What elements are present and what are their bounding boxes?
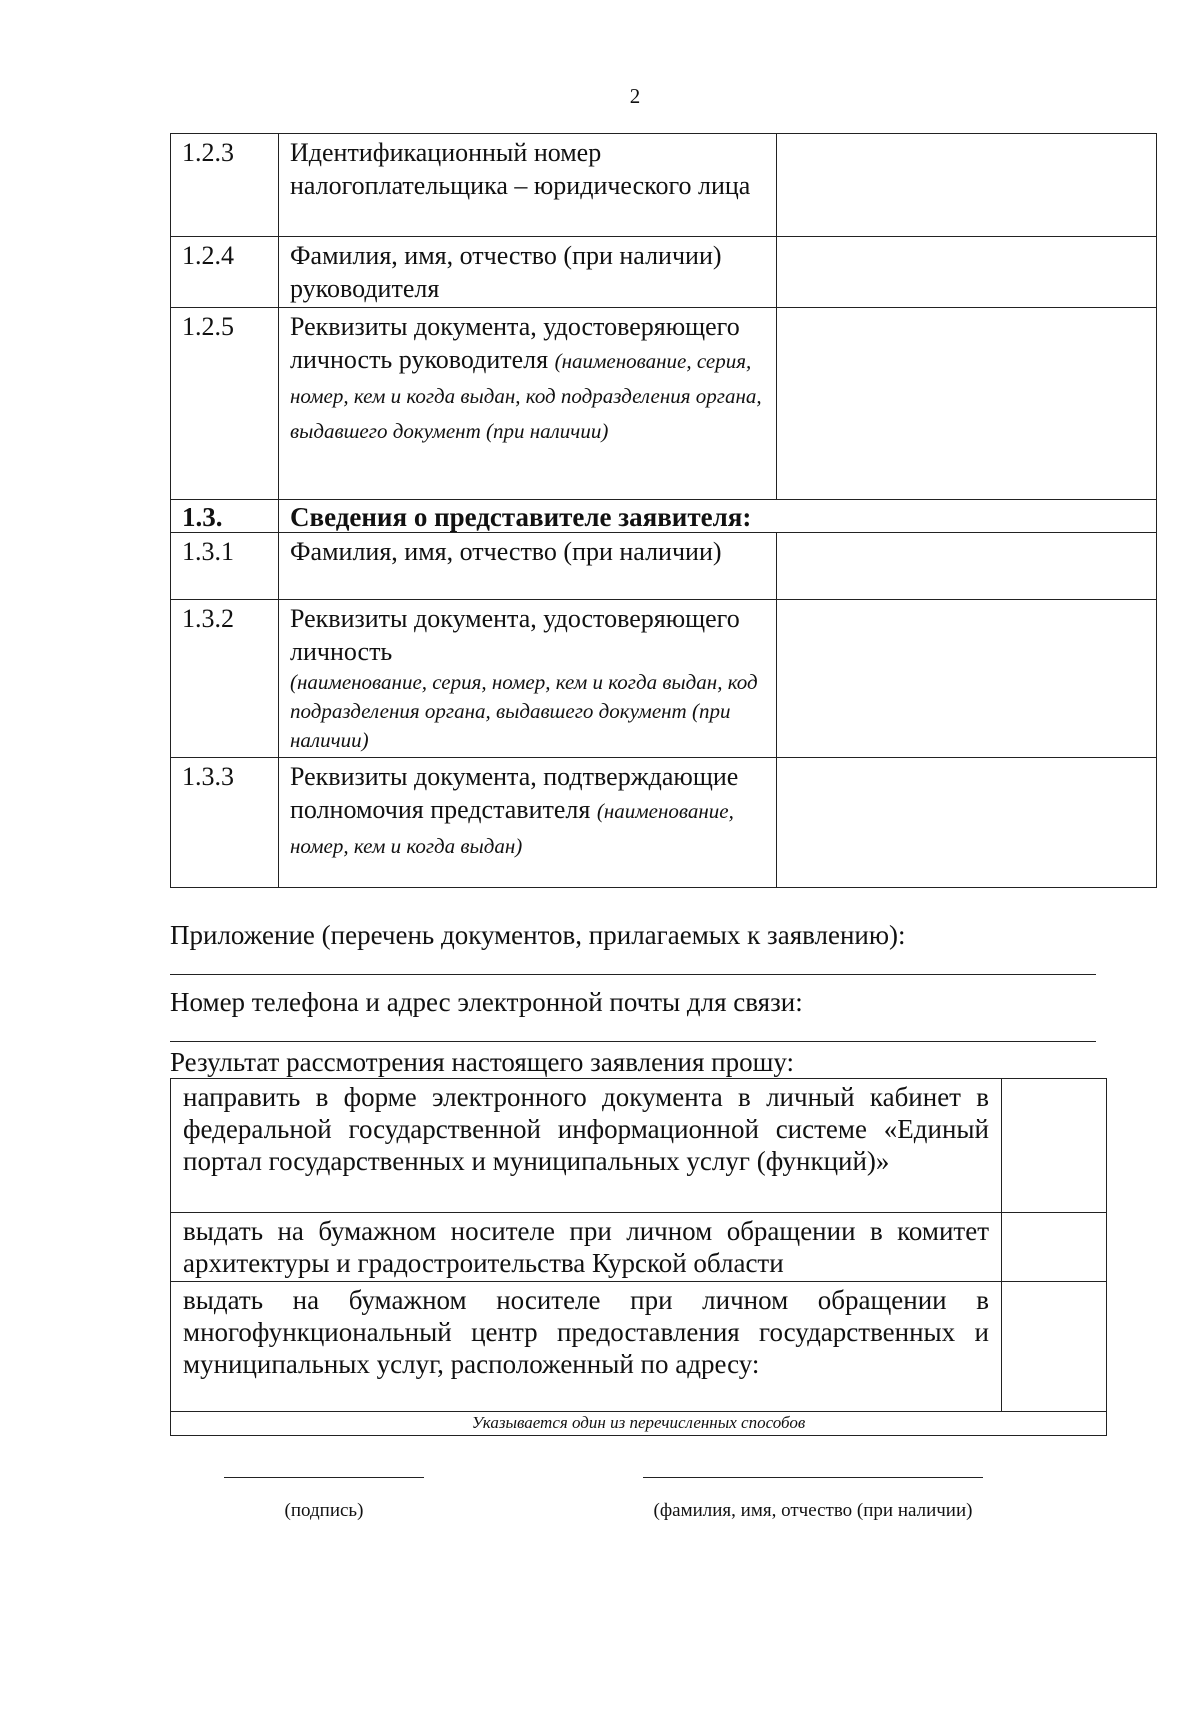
row-number: 1.3.1 — [171, 533, 279, 600]
full-name-caption: (фамилия, имя, отчество (при наличии) — [653, 1500, 973, 1521]
row-label-text: Идентификационный номер налогоплательщика – юридического лица — [290, 138, 751, 200]
contact-label: Номер телефона и адрес электронной почты для связи: — [170, 987, 803, 1017]
director-name-value-cell[interactable] — [777, 237, 1157, 308]
result-option-committee-checkbox[interactable] — [1002, 1213, 1107, 1282]
inn-value-cell[interactable] — [777, 134, 1157, 237]
row-label-text: Реквизиты документа, подтверждающие полномочия представителя — [290, 762, 739, 824]
result-options-table — [170, 1078, 1107, 1436]
row-label-text: Фамилия, имя, отчество (при наличии) — [290, 537, 722, 566]
row-number: 1.3.2 — [171, 600, 279, 758]
row-hint: (наименование, серия, номер, кем и когда выдан, код подразделения органа, выдавшего документ (при наличии) — [290, 670, 758, 752]
result-option-row — [171, 1213, 1107, 1282]
section-number: 1.3. — [171, 500, 279, 533]
row-label-text: Фамилия, имя, отчество (при наличии) руководителя — [290, 241, 722, 303]
row-label-text: Реквизиты документа, удостоверяющего личность — [290, 604, 740, 666]
row-label — [279, 134, 777, 237]
row-number: 1.2.5 — [171, 308, 279, 500]
applicant-details-table — [170, 133, 1157, 888]
signature-line[interactable] — [224, 1477, 424, 1478]
result-option-mfc-checkbox[interactable] — [1002, 1282, 1107, 1412]
row-label — [279, 600, 777, 758]
row-label — [279, 237, 777, 308]
result-option-row — [171, 1282, 1107, 1412]
row-label — [279, 308, 777, 500]
attachments-label: Приложение (перечень документов, прилагаемых к заявлению): — [170, 920, 906, 950]
table-row — [171, 533, 1157, 600]
row-label-text: Реквизиты документа, удостоверяющего личность руководителя — [290, 312, 740, 374]
row-number: 1.3.3 — [171, 758, 279, 888]
representative-name-value-cell[interactable] — [777, 533, 1157, 600]
row-hint: (наименование, номер, кем и когда выдан) — [290, 799, 734, 858]
result-option-epgu: направить в форме электронного документа в личный кабинет в федеральной государственной информационной системе «Единый портал государственных и муниципальных услуг (функций)» — [171, 1079, 1002, 1213]
table-row — [171, 758, 1157, 888]
result-option-row — [171, 1079, 1107, 1213]
result-footnote-row — [171, 1412, 1107, 1436]
result-option-epgu-checkbox[interactable] — [1002, 1079, 1107, 1213]
result-option-mfc: выдать на бумажном носителе при личном обращении в многофункциональный центр предоставления государственных и муниципальных услуг, расположенный по адресу: — [171, 1282, 1002, 1412]
table-row — [171, 600, 1157, 758]
result-label: Результат рассмотрения настоящего заявления прошу: — [170, 1047, 795, 1077]
row-label — [279, 533, 777, 600]
row-number: 1.2.3 — [171, 134, 279, 237]
table-row — [171, 237, 1157, 308]
result-option-committee: выдать на бумажном носителе при личном обращении в комитет архитектуры и градостроительства Курской области — [171, 1213, 1002, 1282]
attachments-input-line[interactable] — [170, 974, 1096, 975]
result-footnote: Указывается один из перечисленных способов — [171, 1412, 1107, 1436]
full-name-line[interactable] — [643, 1477, 983, 1478]
row-hint: (наименование, серия, номер, кем и когда выдан, код подразделения органа, выдавшего документ (при наличии) — [290, 349, 762, 443]
representative-authority-doc-value-cell[interactable] — [777, 758, 1157, 888]
contact-input-line[interactable] — [170, 1041, 1096, 1042]
row-label — [279, 758, 777, 888]
row-number: 1.2.4 — [171, 237, 279, 308]
table-row — [171, 134, 1157, 237]
section-header-row — [171, 500, 1157, 533]
section-title: Сведения о представителе заявителя: — [279, 500, 1157, 533]
representative-id-doc-value-cell[interactable] — [777, 600, 1157, 758]
page-number: 2 — [629, 84, 641, 108]
director-id-doc-value-cell[interactable] — [777, 308, 1157, 500]
signature-caption: (подпись) — [284, 1500, 364, 1521]
table-row — [171, 308, 1157, 500]
